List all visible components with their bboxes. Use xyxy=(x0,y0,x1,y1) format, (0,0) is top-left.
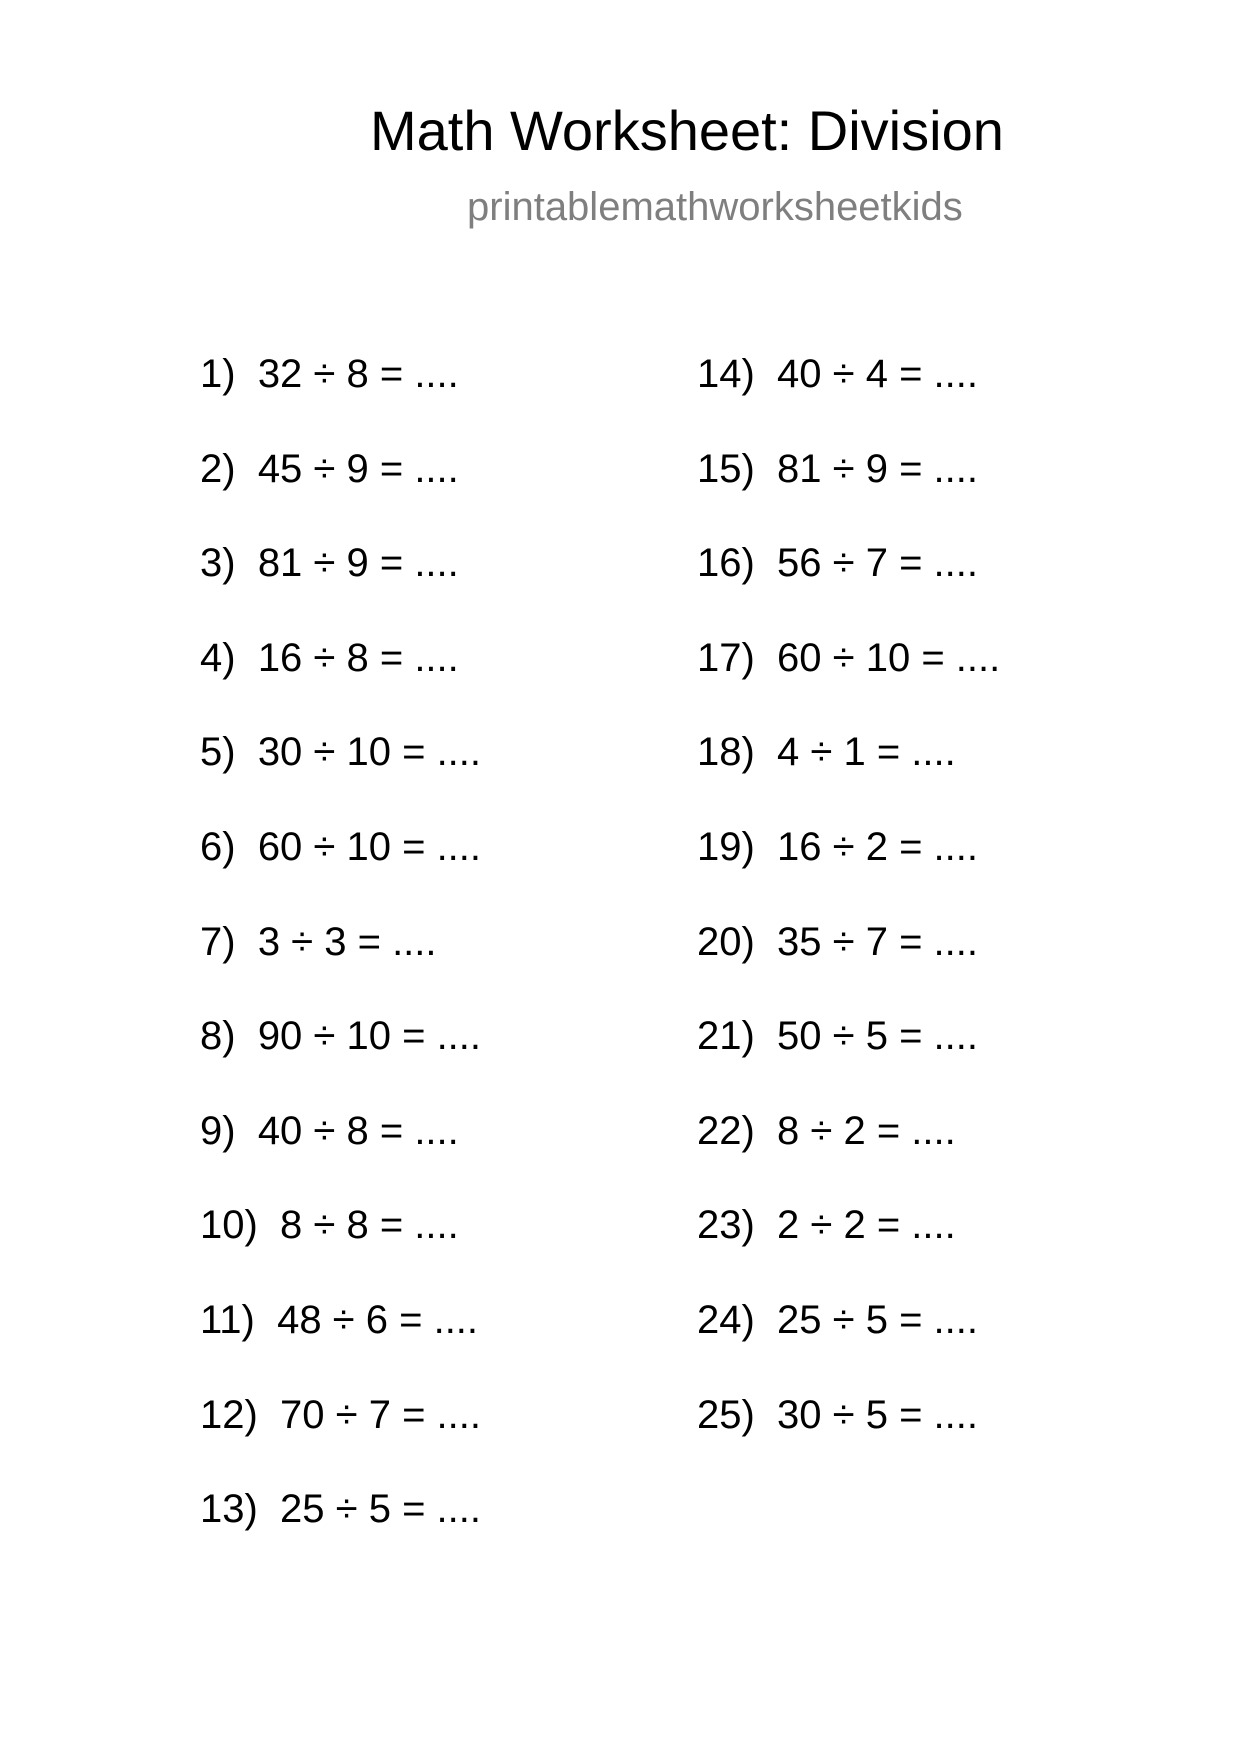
problem-expression: 81 ÷ 9 = .... xyxy=(777,446,979,491)
problem-number: 24) xyxy=(697,1297,755,1342)
problem-expression: 56 ÷ 7 = .... xyxy=(777,541,979,586)
problem-number: 4) xyxy=(200,635,236,680)
problem-number: 23) xyxy=(697,1203,755,1248)
problem-item xyxy=(200,1296,720,1391)
problem-item xyxy=(697,1107,1217,1202)
problem-expression: 30 ÷ 5 = .... xyxy=(777,1392,979,1437)
problem-item xyxy=(200,1485,720,1580)
problem-item xyxy=(697,1391,1217,1486)
problem-item xyxy=(200,1012,720,1107)
problem-expression: 40 ÷ 4 = .... xyxy=(777,352,979,396)
problem-expression: 35 ÷ 7 = .... xyxy=(777,919,979,964)
problem-item xyxy=(697,1296,1217,1391)
problem-number: 22) xyxy=(697,1108,755,1153)
problem-item xyxy=(697,918,1217,1013)
problem-item xyxy=(697,728,1217,823)
problem-number: 13) xyxy=(200,1487,258,1532)
problem-number: 16) xyxy=(697,541,755,586)
problems-right-column xyxy=(697,350,1217,1485)
problem-expression: 45 ÷ 9 = .... xyxy=(257,446,459,491)
problem-item xyxy=(697,1012,1217,1107)
problem-number: 25) xyxy=(697,1392,755,1437)
problem-expression: 40 ÷ 8 = .... xyxy=(257,1108,459,1153)
problem-expression: 3 ÷ 3 = .... xyxy=(257,919,437,964)
problem-number: 7) xyxy=(200,919,236,964)
problem-expression: 60 ÷ 10 = .... xyxy=(257,824,482,869)
problem-item xyxy=(697,823,1217,918)
problem-number: 2) xyxy=(200,446,236,491)
problem-item xyxy=(697,539,1217,634)
problem-expression: 16 ÷ 2 = .... xyxy=(777,824,979,869)
problem-item xyxy=(200,918,720,1013)
problem-expression: 8 ÷ 2 = .... xyxy=(777,1108,956,1153)
problem-expression: 25 ÷ 5 = .... xyxy=(777,1297,979,1342)
problem-number: 17) xyxy=(697,635,755,680)
problem-number: 19) xyxy=(697,824,755,869)
problem-item xyxy=(697,350,1217,445)
problem-item xyxy=(200,350,720,445)
problem-expression: 8 ÷ 8 = .... xyxy=(280,1203,459,1248)
problem-item xyxy=(200,445,720,540)
problem-number: 14) xyxy=(697,352,755,396)
problem-expression: 4 ÷ 1 = .... xyxy=(777,730,956,775)
problem-expression: 70 ÷ 7 = .... xyxy=(280,1392,482,1437)
problem-expression: 90 ÷ 10 = .... xyxy=(257,1014,482,1059)
problem-expression: 50 ÷ 5 = .... xyxy=(777,1014,979,1059)
problem-number: 5) xyxy=(200,730,236,775)
problem-number: 12) xyxy=(200,1392,258,1437)
problem-number: 18) xyxy=(697,730,755,775)
problem-expression: 25 ÷ 5 = .... xyxy=(280,1487,482,1532)
problem-number: 10) xyxy=(200,1203,258,1248)
problem-expression: 16 ÷ 8 = .... xyxy=(257,635,459,680)
problem-number: 8) xyxy=(200,1014,236,1059)
problem-item xyxy=(200,823,720,918)
problem-item xyxy=(697,1201,1217,1296)
problem-item xyxy=(697,634,1217,729)
problem-item xyxy=(200,1107,720,1202)
problem-expression: 60 ÷ 10 = .... xyxy=(777,635,1001,680)
problem-item xyxy=(200,539,720,634)
problem-expression: 81 ÷ 9 = .... xyxy=(257,541,459,586)
problem-expression: 32 ÷ 8 = .... xyxy=(257,352,459,396)
problem-item xyxy=(697,445,1217,540)
problem-number: 21) xyxy=(697,1014,755,1059)
worksheet-title: Math Worksheet: Division xyxy=(370,99,1004,162)
worksheet-subtitle: printablemathworksheetkids xyxy=(467,185,963,229)
problem-number: 3) xyxy=(200,541,236,586)
problem-item xyxy=(200,634,720,729)
problem-item xyxy=(200,1201,720,1296)
problem-number: 1) xyxy=(200,352,236,396)
problem-number: 6) xyxy=(200,824,236,869)
problems-left-column xyxy=(200,350,720,1580)
problem-number: 20) xyxy=(697,919,755,964)
problem-number: 9) xyxy=(200,1108,236,1153)
problem-item xyxy=(200,728,720,823)
problem-expression: 2 ÷ 2 = .... xyxy=(777,1203,956,1248)
problem-number: 15) xyxy=(697,446,755,491)
problem-item xyxy=(200,1391,720,1486)
problem-expression: 48 ÷ 6 = .... xyxy=(277,1297,479,1342)
problem-number: 11) xyxy=(200,1297,255,1342)
problem-expression: 30 ÷ 10 = .... xyxy=(257,730,482,775)
